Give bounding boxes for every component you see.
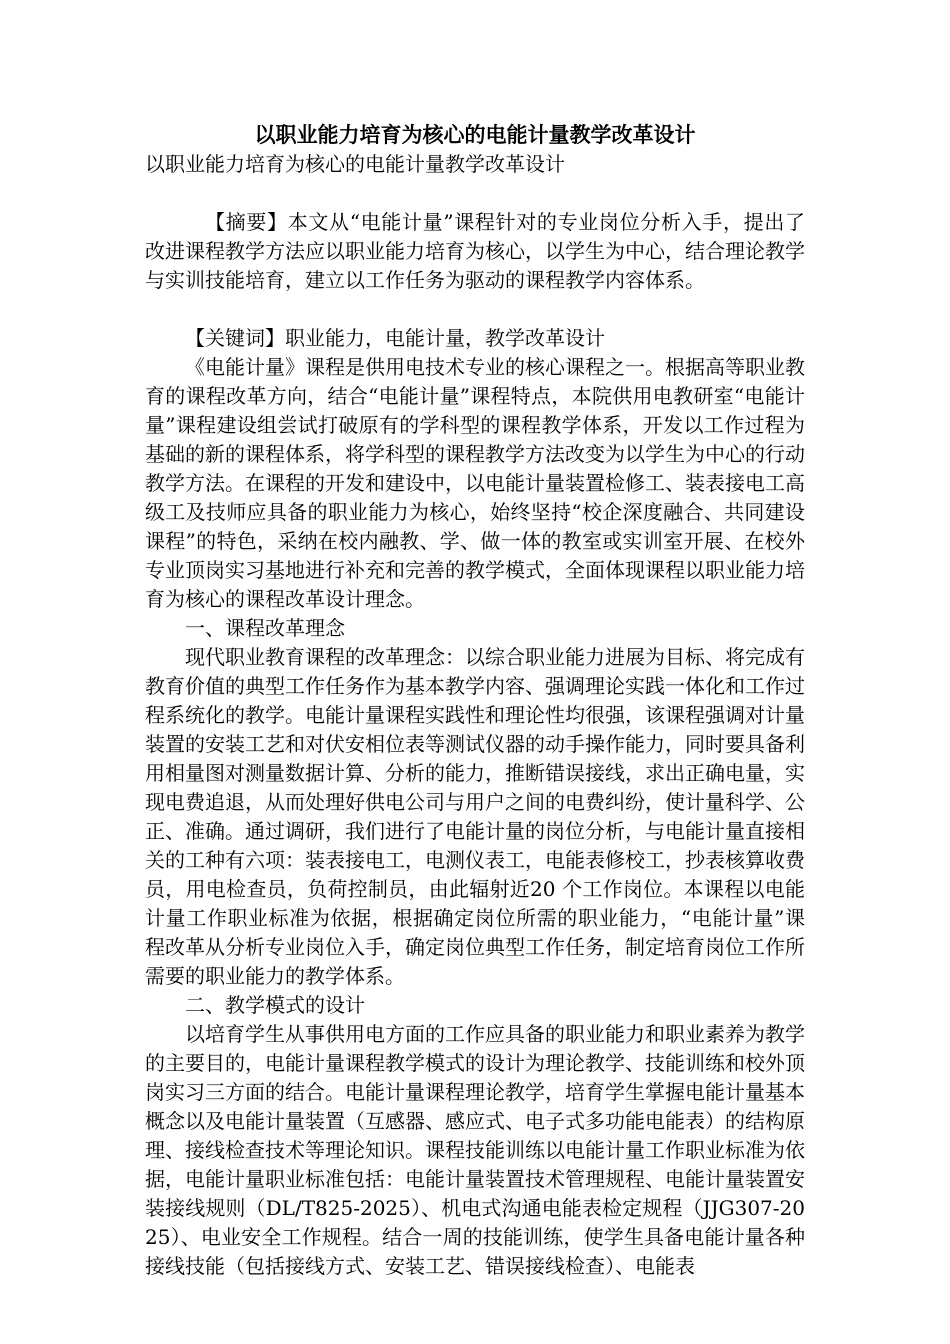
section-heading-1: 一、课程改革理念 — [185, 616, 345, 640]
document-page — [145, 120, 805, 1281]
document-subtitle: 以职业能力培育为核心的电能计量教学改革设计 — [145, 152, 565, 176]
intro-paragraph: 《电能计量》课程是供用电技术专业的核心课程之一。根据高等职业教育的课程改革方向，结合“电能计量”课程特点，本院供用电教研室“电能计量”课程建设组尝试打破原有的学科型的课程教学体系，开发以工作过程为基础的新的课程体系，将学科型的课程教学方法改变为以学生为中心的行动教学方法。在课程的开发和建设中，以电能计量装置检修工、装表接电工高级工及技师应具备的职业能力为核心，始终坚持“校企深度融合、共同建设课程”的特色，采纳在校内融教、学、做一体的教室或实训室开展、在校外专业顶岗实习基地进行补充和完善的教学模式，全面体现课程以职业能力培育为核心的课程改革设计理念。 — [145, 355, 805, 611]
abstract-paragraph: 【摘要】本文从“电能计量”课程针对的专业岗位分析入手，提出了改进课程教学方法应以职业能力培育为核心，以学生为中心，结合理论教学与实训技能培育，建立以工作任务为驱动的课程教学内容体系。 — [145, 210, 805, 292]
section-body-1: 现代职业教育课程的改革理念：以综合职业能力进展为目标、将完成有教育价值的典型工作任务作为基本教学内容、强调理论实践一体化和工作过程系统化的教学。电能计量课程实践性和理论性均很强，该课程强调对计量装置的安装工艺和对伏安相位表等测试仪器的动手操作能力，同时要具备利用相量图对测量数据计算、分析的能力，推断错误接线，求出正确电量，实现电费追退，从而处理好供电公司与用户之间的电费纠纷，使计量科学、公正、准确。通过调研，我们进行了电能计量的岗位分析，与电能计量直接相关的工种有六项：装表接电工，电测仪表工，电能表修校工，抄表核算收费员，用电检查员，负荷控制员，由此辐射近20 个工作岗位。本课程以电能计量工作职业标准为依据，根据确定岗位所需的职业能力，“电能计量”课程改革从分析专业岗位入手，确定岗位典型工作任务，制定培育岗位工作所需要的职业能力的教学体系。 — [145, 645, 805, 988]
spacer — [145, 295, 805, 324]
section-heading-2: 二、教学模式的设计 — [185, 993, 365, 1017]
document-title: 以职业能力培育为核心的电能计量教学改革设计 — [254, 123, 696, 147]
section-body-2: 以培育学生从事供用电方面的工作应具备的职业能力和职业素养为教学的主要目的，电能计量课程教学模式的设计为理论教学、技能训练和校外顶岗实习三方面的结合。电能计量课程理论教学，培育学生掌握电能计量基本概念以及电能计量装置（互感器、感应式、电子式多功能电能表）的结构原理、接线检查技术等理论知识。课程技能训练以电能计量工作职业标准为依据，电能计量职业标准包括：电能计量装置技术管理规程、电能计量装置安装接线规则（DL/T825-2025）、机电式沟通电能表检定规程（JJG307-2025）、电业安全工作规程。结合一周的技能训练，使学生具备电能计量各种接线技能（包括接线方式、安装工艺、错误接线检查）、电能表 — [145, 1022, 805, 1278]
spacer — [145, 179, 805, 208]
keywords-paragraph: 【关键词】职业能力，电能计量，教学改革设计 — [185, 326, 605, 350]
